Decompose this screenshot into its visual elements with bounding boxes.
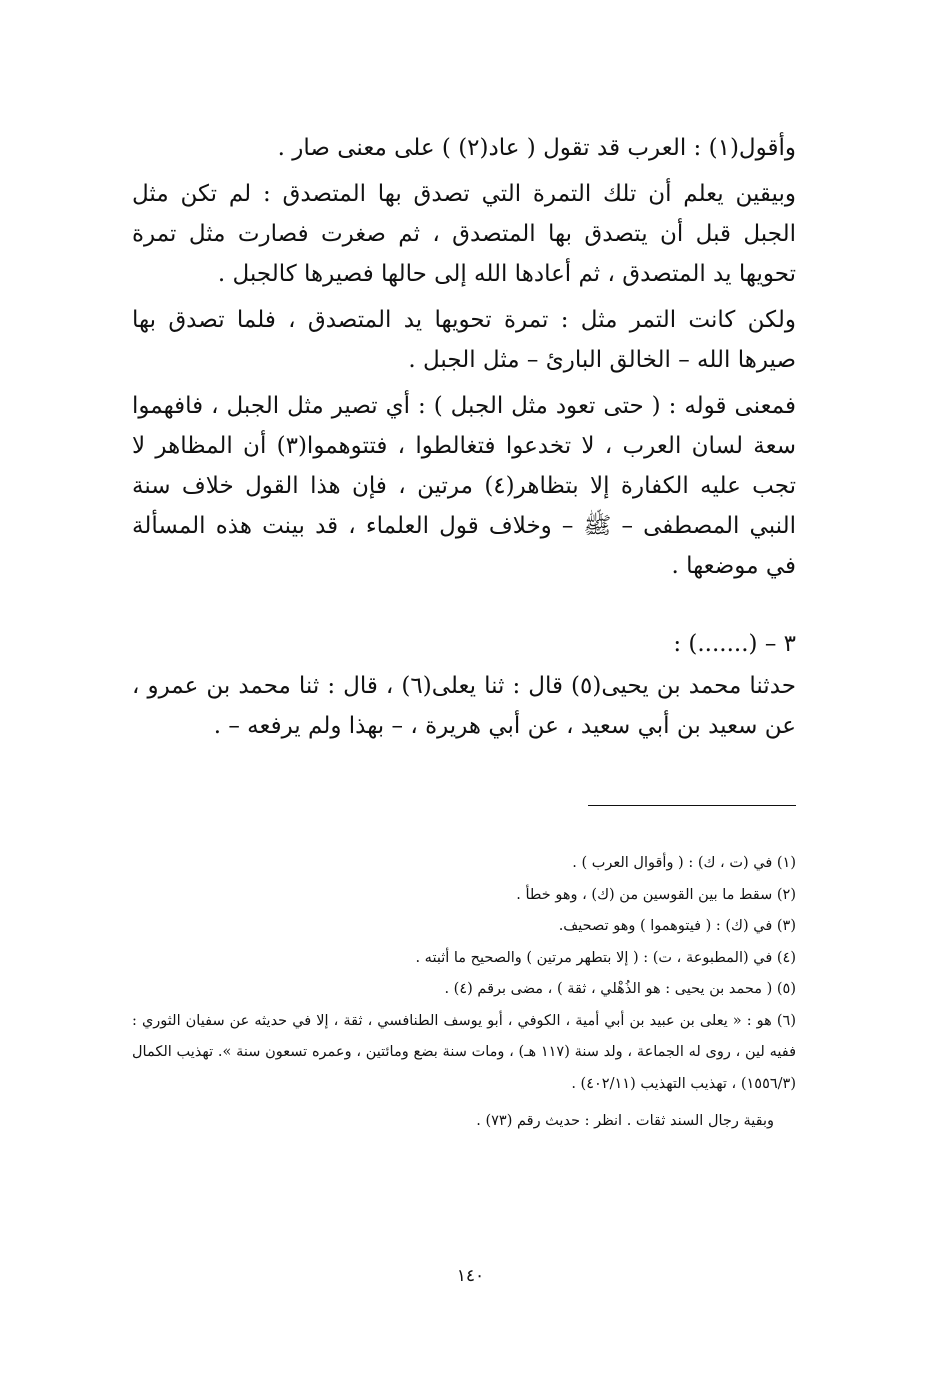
paragraph-3: ولكن كانت التمر مثل : تمرة تحويها يد المتصدق ، فلما تصدق بها صيرها الله – الخالق البارئ – مثل الجبل . [132,307,796,373]
footnote-2: (٢) سقط ما بين القوسين من (ك) ، وهو خطأ . [516,886,796,903]
paragraph-2: وبيقين يعلم أن تلك التمرة التي تصدق بها المتصدق : لم تكن مثل الجبل قبل أن يتصدق بها المتصدق ، ثم صغرت فصارت مثل تمرة تحويها يد المتصدق ، ثم أعادها الله إلى حالها فصيرها كالجبل . [132,181,796,287]
page-number: ١٤٠ [456,1266,485,1286]
paragraph-1: وأقول(١) : العرب قد تقول ( عاد(٢) ) على معنى صار . [277,135,796,161]
footnote-1: (١) في (ت ، ك) : ( وأقوال العرب ) . [572,855,796,871]
footnote-6: (٦) هو : « يعلى بن عبيد بن أبي أمية ، الكوفي ، أبو يوسف الطنافسي ، ثقة ، إلا في حديثه عن سفيان الثوري : ففيه لين ، روى له الجماعة ، ولد سنة (١١٧ هـ) ، ومات سنة بضع ومائتين ، وعمره تسعون سنة ». تهذيب الكمال (١٥٥٦/٣) ، تهذيب التهذيب (٤٠٢/١١) . [132,1012,796,1092]
footnote-5: (٥) ( محمد بن يحيى : هو الذُهْلي ، ثقة ) ، مضى برقم (٤) . [444,981,796,997]
footnote-4: (٤) في (المطبوعة ، ت) : ( إلا بتطهر مرتين ) والصحيح ما أثبته . [415,949,796,966]
footnote-tail: وبقية رجال السند ثقات . انظر : حديث رقم (٧٣) . [476,1113,774,1129]
footnote-3: (٣) في (ك) : ( فيتوهموا ) وهو تصحيف. [558,918,796,934]
main-text [132,128,796,752]
paragraph-4: فمعنى قوله : ( حتى تعود مثل الجبل ) : أي تصير مثل الجبل ، فافهموا سعة لسان العرب ، لا تخدعوا فتغالطوا ، فتتوهموا(٣) أن المظاهر لا تجب عليه الكفارة إلا بتظاهر(٤) مرتين ، فإن هذا القول خلاف سنة النبي المصطفى – ﷺ – وخلاف قول العلماء ، قد بينت هذه المسألة في موضعها . [132,393,796,579]
paragraph-5: حدثنا محمد بن يحيى(٥) قال : ثنا يعلى(٦) ، قال : ثنا محمد بن عمرو ، عن سعيد بن أبي سعيد ، عن أبي هريرة ، – بهذا ولم يرفعه – . [132,673,796,739]
section-gap [132,592,796,624]
hadith-heading: ٣ – (.......) : [673,631,796,657]
footnotes [132,848,796,1138]
footnote-separator [588,805,796,806]
